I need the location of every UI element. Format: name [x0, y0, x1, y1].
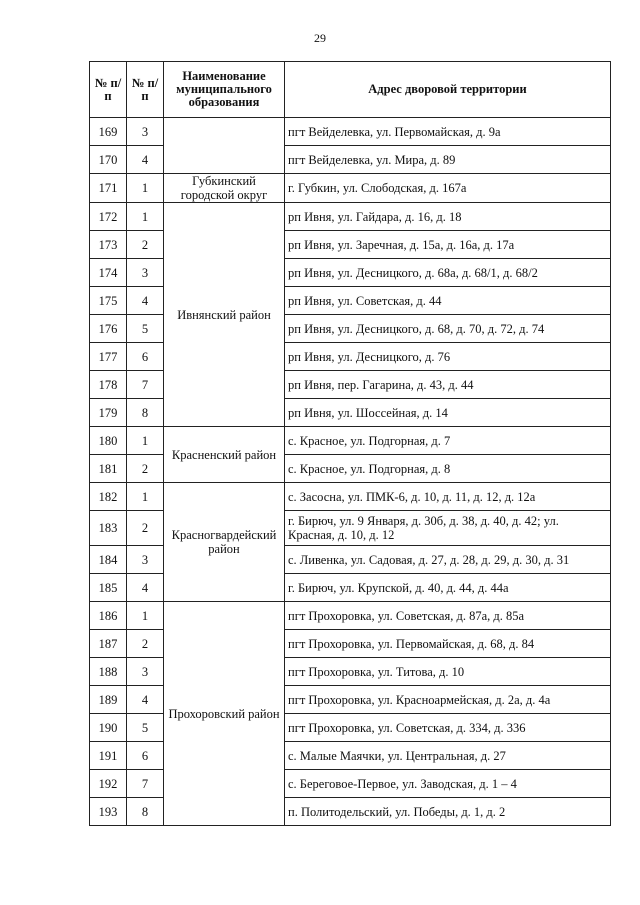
row-sub-number: 4	[127, 686, 164, 714]
row-sub-number: 7	[127, 770, 164, 798]
address-cell: пгт Вейделевка, ул. Мира, д. 89	[285, 146, 611, 174]
row-sub-number: 8	[127, 399, 164, 427]
address-cell: рп Ивня, ул. Десницкого, д. 68а, д. 68/1, д. 68/2	[285, 259, 611, 287]
row-number: 179	[90, 399, 127, 427]
table-row	[90, 602, 611, 630]
row-number: 181	[90, 455, 127, 483]
yard-territory-table	[89, 61, 611, 826]
row-sub-number: 3	[127, 259, 164, 287]
row-sub-number: 1	[127, 174, 164, 203]
address-cell: с. Красное, ул. Подгорная, д. 8	[285, 455, 611, 483]
header-number: № п/п	[90, 62, 127, 118]
row-number: 184	[90, 546, 127, 574]
municipality-cell: Красненский район	[164, 427, 285, 483]
address-cell: с. Красное, ул. Подгорная, д. 7	[285, 427, 611, 455]
table-row	[90, 203, 611, 231]
row-sub-number: 2	[127, 231, 164, 259]
row-number: 178	[90, 371, 127, 399]
row-sub-number: 2	[127, 511, 164, 546]
row-sub-number: 1	[127, 203, 164, 231]
row-sub-number: 3	[127, 658, 164, 686]
municipality-cell: Прохоровский район	[164, 602, 285, 826]
municipality-cell	[164, 118, 285, 174]
row-number: 172	[90, 203, 127, 231]
address-cell: пгт Прохоровка, ул. Титова, д. 10	[285, 658, 611, 686]
row-sub-number: 3	[127, 118, 164, 146]
address-cell: пгт Прохоровка, ул. Красноармейская, д. 2а, д. 4а	[285, 686, 611, 714]
address-cell: рп Ивня, пер. Гагарина, д. 43, д. 44	[285, 371, 611, 399]
table-row	[90, 174, 611, 203]
row-number: 176	[90, 315, 127, 343]
row-sub-number: 8	[127, 798, 164, 826]
address-cell: п. Политодельский, ул. Победы, д. 1, д. 2	[285, 798, 611, 826]
row-number: 182	[90, 483, 127, 511]
row-sub-number: 5	[127, 714, 164, 742]
row-sub-number: 3	[127, 546, 164, 574]
table-row	[90, 118, 611, 146]
address-cell: рп Ивня, ул. Заречная, д. 15а, д. 16а, д. 17а	[285, 231, 611, 259]
row-sub-number: 4	[127, 574, 164, 602]
row-sub-number: 5	[127, 315, 164, 343]
row-number: 183	[90, 511, 127, 546]
address-cell: рп Ивня, ул. Десницкого, д. 68, д. 70, д. 72, д. 74	[285, 315, 611, 343]
row-sub-number: 1	[127, 427, 164, 455]
address-cell: рп Ивня, ул. Советская, д. 44	[285, 287, 611, 315]
address-cell: рп Ивня, ул. Десницкого, д. 76	[285, 343, 611, 371]
address-cell: пгт Вейделевка, ул. Первомайская, д. 9а	[285, 118, 611, 146]
row-sub-number: 4	[127, 287, 164, 315]
table-row	[90, 427, 611, 455]
header-municipality: Наименование муниципального образования	[164, 62, 285, 118]
address-cell: г. Губкин, ул. Слободская, д. 167а	[285, 174, 611, 203]
table-header-row	[90, 62, 611, 118]
address-cell: с. Малые Маячки, ул. Центральная, д. 27	[285, 742, 611, 770]
page-number: 29	[314, 31, 326, 45]
row-sub-number: 7	[127, 371, 164, 399]
row-sub-number: 2	[127, 630, 164, 658]
row-sub-number: 6	[127, 343, 164, 371]
address-cell: пгт Прохоровка, ул. Советская, д. 87а, д. 85а	[285, 602, 611, 630]
address-cell: г. Бирюч, ул. Крупской, д. 40, д. 44, д. 44а	[285, 574, 611, 602]
row-number: 186	[90, 602, 127, 630]
row-number: 177	[90, 343, 127, 371]
address-cell: с. Ливенка, ул. Садовая, д. 27, д. 28, д. 29, д. 30, д. 31	[285, 546, 611, 574]
row-number: 193	[90, 798, 127, 826]
row-number: 175	[90, 287, 127, 315]
address-cell: пгт Прохоровка, ул. Первомайская, д. 68, д. 84	[285, 630, 611, 658]
address-cell: г. Бирюч, ул. 9 Января, д. 30б, д. 38, д. 40, д. 42; ул. Красная, д. 10, д. 12	[285, 511, 611, 546]
row-sub-number: 4	[127, 146, 164, 174]
table-body	[90, 118, 611, 826]
row-sub-number: 2	[127, 455, 164, 483]
municipality-cell: Красногвардейский район	[164, 483, 285, 602]
row-number: 191	[90, 742, 127, 770]
row-number: 189	[90, 686, 127, 714]
table-row	[90, 483, 611, 511]
address-cell: рп Ивня, ул. Гайдара, д. 16, д. 18	[285, 203, 611, 231]
row-number: 173	[90, 231, 127, 259]
address-cell: рп Ивня, ул. Шоссейная, д. 14	[285, 399, 611, 427]
address-cell: с. Засосна, ул. ПМК-6, д. 10, д. 11, д. 12, д. 12а	[285, 483, 611, 511]
row-number: 187	[90, 630, 127, 658]
row-number: 190	[90, 714, 127, 742]
row-sub-number: 1	[127, 602, 164, 630]
row-number: 169	[90, 118, 127, 146]
row-number: 174	[90, 259, 127, 287]
row-number: 192	[90, 770, 127, 798]
row-number: 188	[90, 658, 127, 686]
row-sub-number: 1	[127, 483, 164, 511]
header-address: Адрес дворовой территории	[285, 62, 611, 118]
row-number: 170	[90, 146, 127, 174]
municipality-cell: Губкинский городской округ	[164, 174, 285, 203]
row-number: 171	[90, 174, 127, 203]
row-sub-number: 6	[127, 742, 164, 770]
municipality-cell: Ивнянский район	[164, 203, 285, 427]
header-sub-number: № п/п	[127, 62, 164, 118]
address-cell: пгт Прохоровка, ул. Советская, д. 334, д. 336	[285, 714, 611, 742]
row-number: 185	[90, 574, 127, 602]
row-number: 180	[90, 427, 127, 455]
address-cell: с. Береговое-Первое, ул. Заводская, д. 1 – 4	[285, 770, 611, 798]
